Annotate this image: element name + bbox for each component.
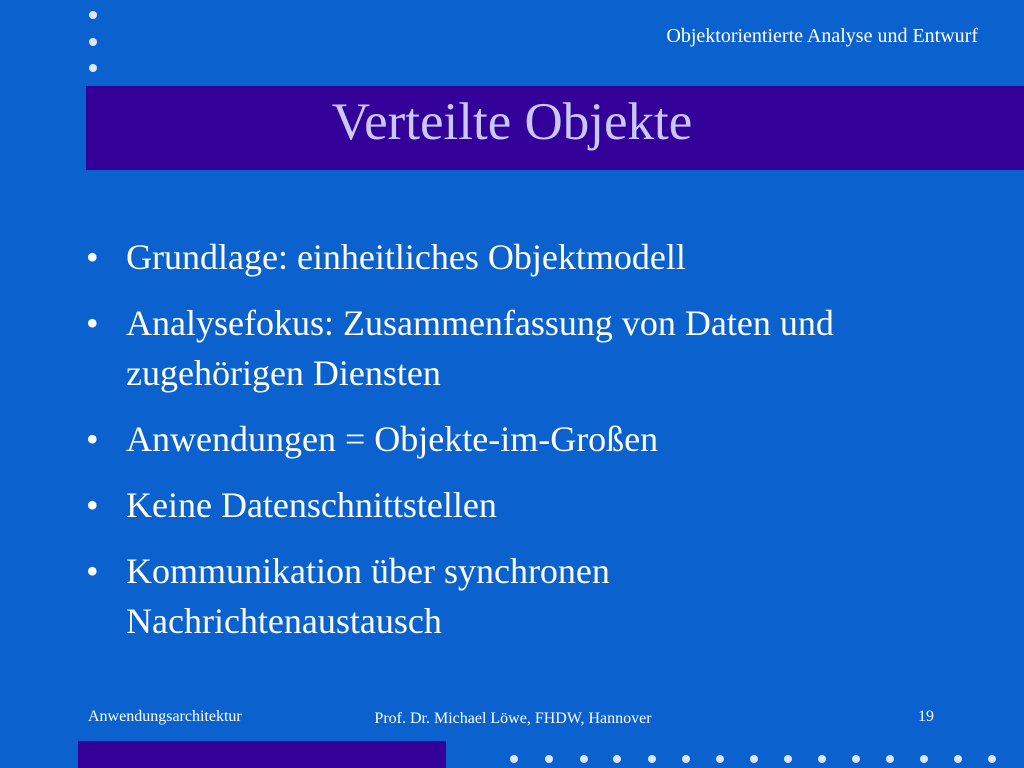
dot — [886, 755, 894, 763]
dot — [784, 755, 792, 763]
page-number: 19 — [918, 708, 934, 725]
dot — [89, 38, 97, 46]
decorative-dots-horizontal — [0, 755, 1024, 765]
bullet-item: • Kommunikation über synchronen Nachrichtenaustausch — [86, 546, 886, 646]
dot — [613, 755, 621, 763]
dot — [954, 755, 962, 763]
dot — [89, 11, 97, 19]
slide-title: Verteilte Objekte — [331, 93, 693, 151]
bullet-item: • Anwendungen = Objekte-im-Großen — [86, 414, 886, 464]
bullet-item: • Grundlage: einheitliches Objektmodell — [86, 232, 886, 282]
bullet-list — [86, 232, 886, 662]
dot — [510, 755, 518, 763]
dot — [988, 755, 996, 763]
dot — [852, 755, 860, 763]
dot — [920, 755, 928, 763]
footer-center-text: Prof. Dr. Michael Löwe, FHDW, Hannover — [374, 710, 652, 727]
bullet-item: • Analysefokus: Zusammenfassung von Daten und zugehörigen Diensten — [86, 298, 886, 398]
dot — [682, 755, 690, 763]
dot — [580, 755, 588, 763]
bullet-item: • Keine Datenschnittstellen — [86, 480, 886, 530]
dot — [648, 755, 656, 763]
footer-left-text: Anwendungsarchitektur — [88, 708, 242, 725]
dot — [818, 755, 826, 763]
dot — [545, 755, 553, 763]
course-title: Objektorientierte Analyse und Entwurf — [666, 25, 978, 47]
dot — [750, 755, 758, 763]
dot — [89, 64, 97, 72]
dot — [716, 755, 724, 763]
